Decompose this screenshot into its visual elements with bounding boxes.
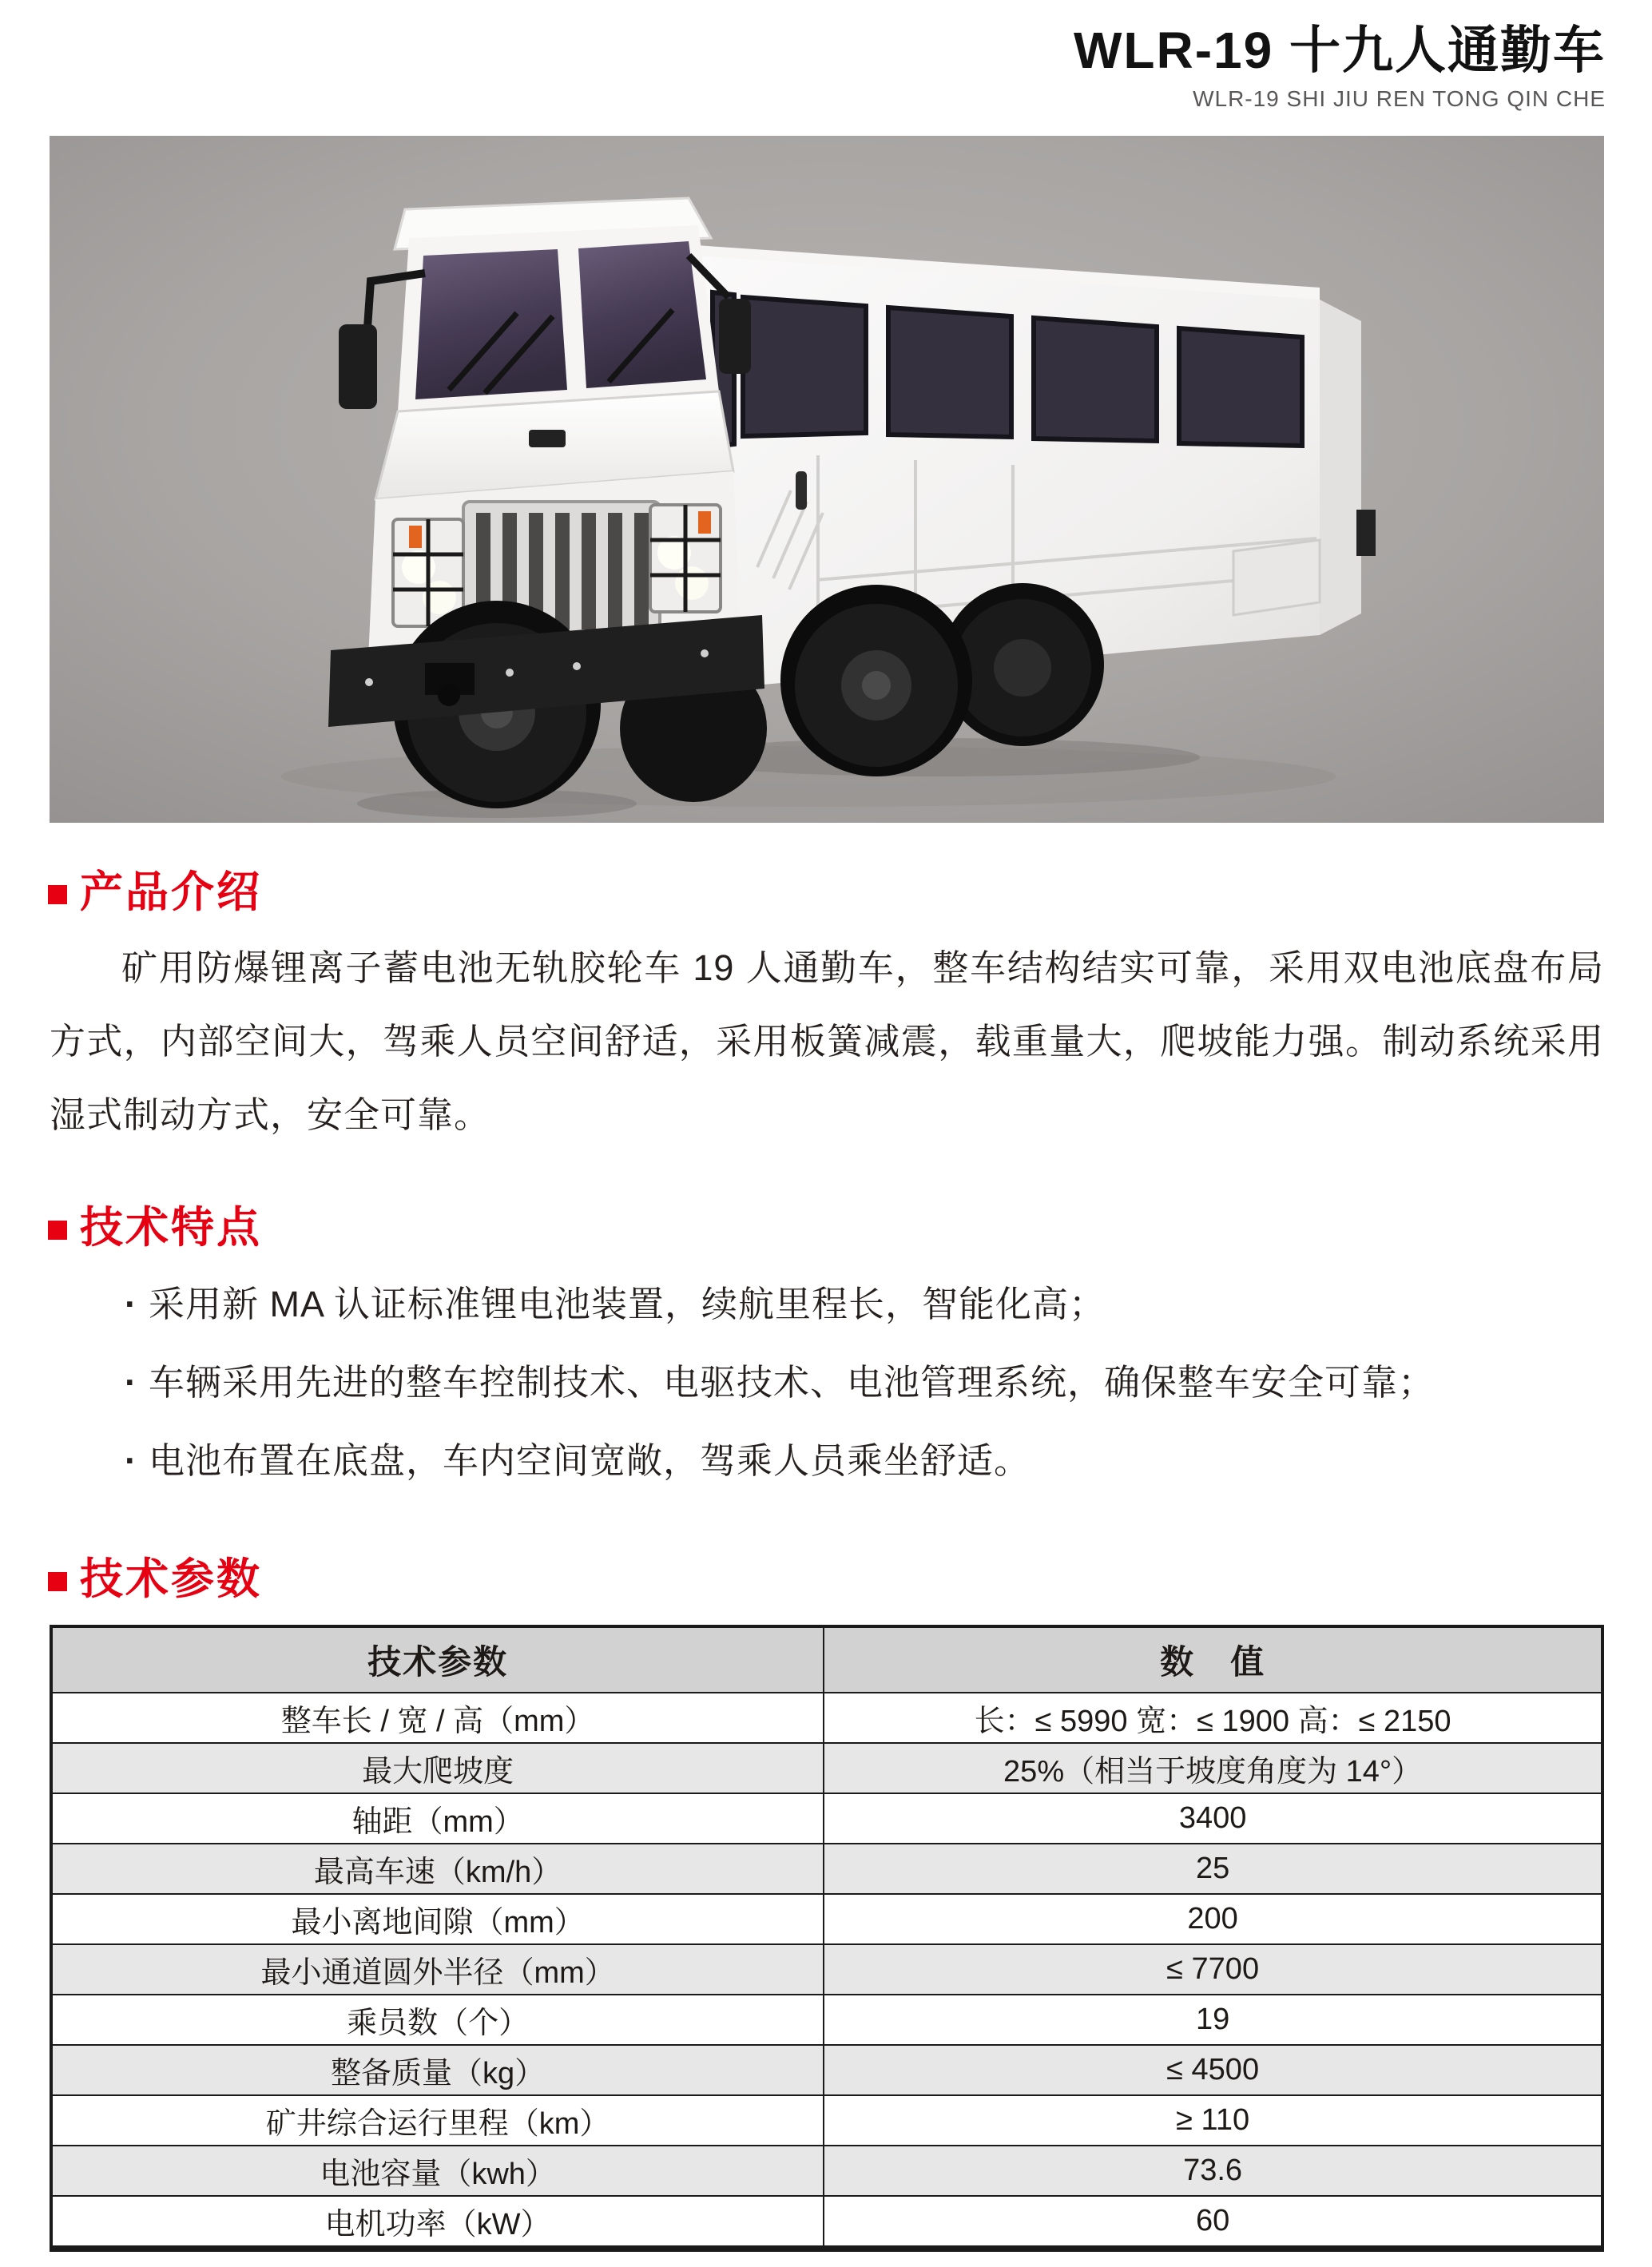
specs-table-body [51, 1693, 1602, 2249]
table-row [51, 1793, 1602, 1844]
table-row [51, 1693, 1602, 1743]
spec-value-cell: 25 [824, 1844, 1602, 1894]
rear-access-panel [1233, 540, 1320, 615]
spec-value-cell: 19 [824, 1995, 1602, 2045]
table-row [51, 2045, 1602, 2095]
spec-value-cell: 长：≤ 5990 宽：≤ 1900 高：≤ 2150 [824, 1693, 1602, 1743]
feature-item [125, 1422, 1604, 1500]
section-bullet-icon [48, 1221, 67, 1240]
table-row [51, 1743, 1602, 1793]
feature-item [125, 1344, 1604, 1422]
intro-paragraph: 矿用防爆锂离子蓄电池无轨胶轮车 19 人通勤车，整车结构结实可靠，采用双电池底盘布局方式，内部空间大，驾乘人员空间舒适，采用板簧减震，载重量大，爬坡能力强。制动系统采用湿式制动方式，安全可靠。 [50, 947, 1604, 1135]
page-subtitle: WLR-19 SHI JIU REN TONG QIN CHE [1193, 86, 1606, 111]
spec-name-cell: 电机功率（kW） [51, 2196, 824, 2249]
table-row [51, 1844, 1602, 1894]
section-heading-features [48, 1201, 1604, 1254]
vehicle-render [50, 136, 1604, 823]
spec-name-cell: 乘员数（个） [51, 1995, 824, 2045]
table-row [51, 1944, 1602, 1995]
page-title: WLR-19 十九人通勤车 [1074, 22, 1606, 79]
section-heading-specs-label: 技术参数 [80, 1555, 262, 1603]
header-value: 数 值 [824, 1626, 1602, 1693]
spec-value-cell: 25%（相当于坡度角度为 14°） [824, 1743, 1602, 1793]
features-list [50, 1265, 1604, 1500]
vehicle-photo [50, 136, 1604, 823]
spec-value-cell: ≤ 4500 [824, 2045, 1602, 2095]
section-heading-intro [48, 866, 1604, 919]
hood-latch [529, 430, 566, 447]
section-heading-intro-label: 产品介绍 [80, 868, 262, 916]
section-bullet-icon [48, 1572, 67, 1591]
table-row [51, 2146, 1602, 2196]
spec-value-cell: 200 [824, 1894, 1602, 1944]
feature-item-text: 电池布置在底盘，车内空间宽敞，驾乘人员乘坐舒适。 [149, 1440, 1031, 1481]
table-row [51, 1995, 1602, 2045]
spec-name-cell: 电池容量（kwh） [51, 2146, 824, 2196]
specs-table-head [51, 1626, 1602, 1693]
spec-value-cell: 3400 [824, 1793, 1602, 1844]
spec-name-cell: 最高车速（km/h） [51, 1844, 824, 1894]
spec-value-cell: 73.6 [824, 2146, 1602, 2196]
spec-name-cell: 整备质量（kg） [51, 2045, 824, 2095]
spec-name-cell: 整车长 / 宽 / 高（mm） [51, 1693, 824, 1743]
spec-value-cell: ≥ 110 [824, 2095, 1602, 2146]
specs-table [50, 1625, 1604, 2252]
bullet-dot-icon: · [125, 1362, 137, 1403]
door-handle [796, 471, 807, 510]
title-block [0, 0, 1652, 112]
table-row [51, 2095, 1602, 2146]
table-row [51, 2196, 1602, 2249]
spec-name-cell: 矿井综合运行里程（km） [51, 2095, 824, 2146]
feature-item [125, 1265, 1604, 1344]
table-header-row [51, 1626, 1602, 1693]
bullet-dot-icon: · [125, 1440, 137, 1481]
spec-name-cell: 最小离地间隙（mm） [51, 1894, 824, 1944]
headlight-right [650, 505, 721, 612]
spec-name-cell: 轴距（mm） [51, 1793, 824, 1844]
spec-name-cell: 最大爬坡度 [51, 1743, 824, 1793]
table-row [51, 1894, 1602, 1944]
bullet-dot-icon: · [125, 1284, 137, 1324]
spec-value-cell: ≤ 7700 [824, 1944, 1602, 1995]
section-bullet-icon [48, 885, 67, 904]
section-heading-features-label: 技术特点 [80, 1204, 262, 1252]
section-heading-specs [48, 1553, 1604, 1606]
feature-item-text: 采用新 MA 认证标准锂电池装置，续航里程长，智能化高； [149, 1284, 1106, 1324]
spec-value-cell: 60 [824, 2196, 1602, 2249]
header-parameter: 技术参数 [51, 1626, 824, 1693]
headlight-left [393, 519, 463, 626]
spec-name-cell: 最小通道圆外半径（mm） [51, 1944, 824, 1995]
feature-item-text: 车辆采用先进的整车控制技术、电驱技术、电池管理系统，确保整车安全可靠； [149, 1362, 1436, 1403]
